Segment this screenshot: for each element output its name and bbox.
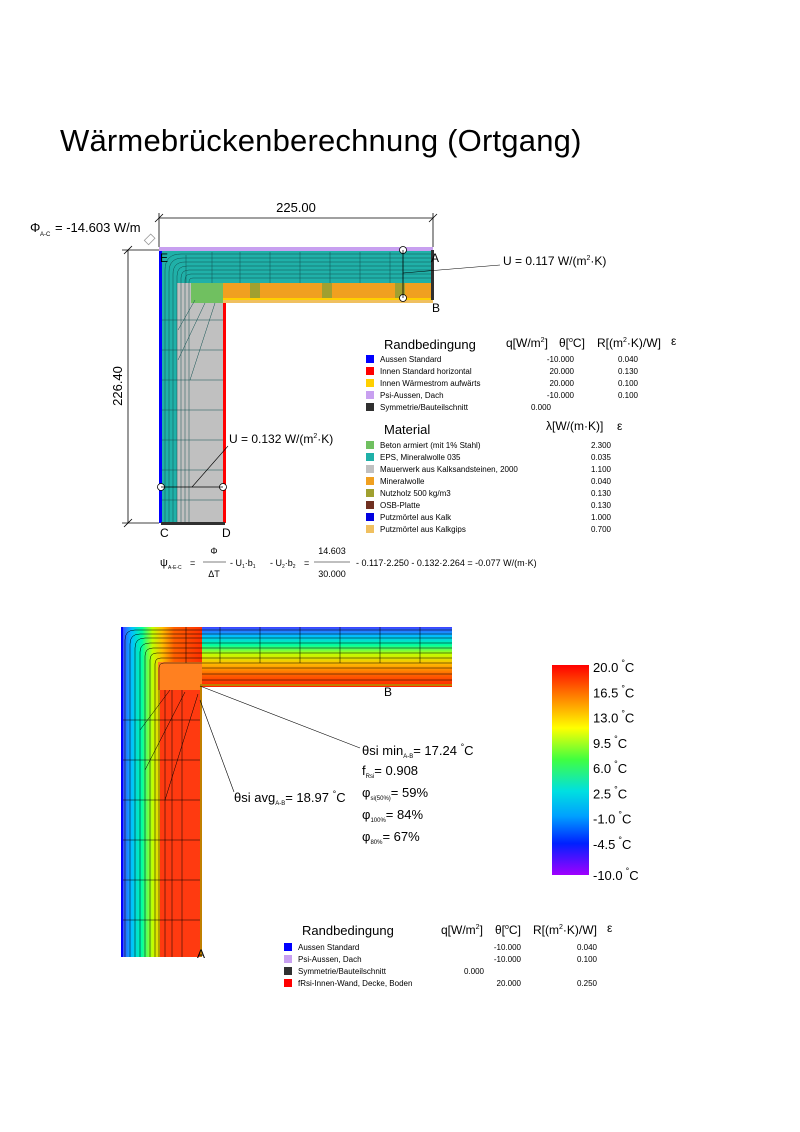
top-bc-r: 0.130 <box>617 367 638 376</box>
phi-50-label: $\varphi_{si(50\%)}= 59\%$ <box>362 785 429 802</box>
formula-eq-2: = <box>304 558 310 568</box>
material-lambda: 0.130 <box>590 489 611 498</box>
psi-subscript: A-E-C <box>168 565 182 571</box>
top-bc-swatch <box>366 391 374 399</box>
point-label-e: E <box>160 251 169 265</box>
theta-avg-label: θsi avg$_{A-B}$= 18.97 °C <box>234 789 346 807</box>
legend-heading: Randbedingung <box>384 337 476 352</box>
top-bc-swatch <box>366 355 374 363</box>
material-swatch <box>366 501 374 509</box>
top-bc-r: 0.100 <box>617 379 638 388</box>
bottom-legend-col-r: $R[(m^2\cdot K)/W]$ <box>533 923 597 937</box>
top-bc-swatch <box>366 379 374 387</box>
material-label: EPS, Mineralwolle 035 <box>380 453 461 462</box>
formula-denominator-2: 30.000 <box>318 569 346 579</box>
phi-80-label: $\varphi_{80\%}= 67\%$ <box>362 829 420 846</box>
top-bc-label: Innen Wärmestrom aufwärts <box>380 379 481 388</box>
height-dimension: 226.40 <box>110 366 125 406</box>
top-bc-label: Psi-Aussen, Dach <box>380 391 444 400</box>
top-bc-swatch <box>366 403 374 411</box>
material-lambda: 0.040 <box>590 477 611 486</box>
u-roof-label: U = 0.117 $W/(m^2\cdot K)$ <box>503 254 607 268</box>
material-label: Putzmörtel aus Kalkgips <box>380 525 466 534</box>
top-bc-theta: -10.000 <box>546 391 574 400</box>
legend-col-q: $q[W/m^2]$ <box>506 336 548 350</box>
top-bc-r: 0.040 <box>617 355 638 364</box>
scale-label: 20.0 °C <box>593 658 635 675</box>
bottom-legend-col-eps: ε <box>607 921 613 935</box>
theta-min-leader <box>200 686 360 748</box>
psi-formula <box>160 546 537 579</box>
bottom-bc-label: Psi-Aussen, Dach <box>298 955 362 964</box>
outer-boundary-roof <box>159 247 433 251</box>
outer-boundary-wall <box>159 250 162 523</box>
bottom-bc-label: Aussen Standard <box>298 943 360 952</box>
legend-col-theta: θ[$^o$C] <box>559 336 585 350</box>
material-label: Putzmörtel aus Kalk <box>380 513 452 522</box>
formula-numerator-2: 14.603 <box>318 546 346 556</box>
top-bc-theta: 20.000 <box>549 379 574 388</box>
material-lambda: 0.035 <box>590 453 611 462</box>
material-label: Nutzholz 500 kg/m3 <box>380 489 451 498</box>
scale-label: 13.0 °C <box>593 708 635 726</box>
top-bc-theta: 20.000 <box>549 367 574 376</box>
bottom-legend-heading: Randbedingung <box>302 923 394 938</box>
theta-min-label: θsi $\min_{A-B}= 17.24$ °C <box>362 742 474 760</box>
bottom-bc-theta: -10.000 <box>493 943 521 952</box>
phi-100-label: $\varphi_{100\%}= 84\%$ <box>362 807 424 824</box>
material-label: Beton armiert (mit 1% Stahl) <box>380 441 481 450</box>
bottom-bc-theta: -10.000 <box>493 955 521 964</box>
bottom-bc-theta: 20.000 <box>496 979 521 988</box>
field-outer-boundary <box>121 627 123 957</box>
top-bc-swatch <box>366 367 374 375</box>
point-label-a: A <box>431 251 440 265</box>
scale-label: -1.0 °C <box>593 809 632 827</box>
theta-avg-leader <box>200 700 234 792</box>
bottom-bc-label: Symmetrie/Bauteilschnitt <box>298 967 387 976</box>
bottom-bc-swatch <box>284 943 292 951</box>
material-lambda: 0.130 <box>590 501 611 510</box>
material-swatch <box>366 441 374 449</box>
material-swatch <box>366 477 374 485</box>
field-inner-roof-boundary <box>200 684 452 686</box>
legend-col-r: $R[(m^2\cdot K)/W]$ <box>597 336 661 350</box>
legend-col-eps: ε <box>671 334 677 348</box>
symmetry-cut-wall <box>161 522 225 525</box>
bottom-bc-r: 0.250 <box>576 979 597 988</box>
formula-term-2: - $U_2\cdot b_2$ <box>270 558 296 570</box>
point-label-b: B <box>432 301 441 315</box>
material-swatch <box>366 513 374 521</box>
top-legend <box>366 334 677 534</box>
material-lambda: 0.700 <box>590 525 611 534</box>
scale-label: 16.5 °C <box>593 683 635 701</box>
top-bc-label: Aussen Standard <box>380 355 442 364</box>
bottom-bc-swatch <box>284 979 292 987</box>
material-lambda: 1.100 <box>590 465 611 474</box>
bottom-bc-q: 0.000 <box>463 967 484 976</box>
scale-label: -10.0 °C <box>593 866 639 883</box>
frsi-label: $f_{Rsi}= 0.908$ <box>362 763 419 780</box>
point-label-c: C <box>160 526 169 540</box>
point-label-a-bottom: A <box>197 947 206 961</box>
formula-term-1: - $U_1\cdot b_1$ <box>230 558 256 570</box>
scale-label: 6.0 °C <box>593 759 628 776</box>
scale-label: -4.5 °C <box>593 834 632 852</box>
scale-label: 9.5 °C <box>593 733 628 751</box>
width-dimension: 225.00 <box>276 200 316 215</box>
bottom-bc-r: 0.100 <box>576 955 597 964</box>
bottom-legend-col-q: $q[W/m^2]$ <box>441 923 483 937</box>
top-bc-theta: -10.000 <box>546 355 574 364</box>
bottom-legend-col-theta: θ[$^o$C] <box>495 923 521 937</box>
field-inner-wall-boundary <box>200 686 202 957</box>
phi-symbol: Φ <box>30 220 41 235</box>
material-lambda: 1.000 <box>590 513 611 522</box>
scale-labels <box>593 658 639 883</box>
top-bc-r: 0.100 <box>617 391 638 400</box>
phi-marker-icon <box>144 234 155 245</box>
top-bc-label: Innen Standard horizontal <box>380 367 472 376</box>
corner-field <box>158 662 202 690</box>
material-label: OSB-Platte <box>380 501 421 510</box>
bottom-bc-r: 0.040 <box>576 943 597 952</box>
rafter <box>322 283 332 300</box>
material-col-eps: ε <box>617 419 623 433</box>
point-label-d: D <box>222 526 231 540</box>
material-lambda: 2.300 <box>590 441 611 450</box>
scale-label: 2.5 °C <box>593 784 628 802</box>
material-swatch <box>366 453 374 461</box>
material-label: Mauerwerk aus Kalksandsteinen, 2000 <box>380 465 518 474</box>
material-swatch <box>366 465 374 473</box>
bottom-bc-swatch <box>284 955 292 963</box>
top-bc-q: 0.000 <box>530 403 551 412</box>
top-bc-label: Symmetrie/Bauteilschnitt <box>380 403 469 412</box>
concrete-region <box>191 283 223 303</box>
formula-denominator-1: ΔT <box>208 569 220 579</box>
bottom-legend <box>284 921 613 988</box>
formula-result: - 0.117·2.250 - 0.132·2.264 = -0.077 W/(m·K) <box>356 558 537 568</box>
bottom-bc-label: fRsi-Innen-Wand, Decke, Boden <box>298 979 413 988</box>
material-swatch <box>366 525 374 533</box>
wall-interior-field <box>160 663 202 957</box>
phi-value: = -14.603 W/m <box>55 220 141 235</box>
material-swatch <box>366 489 374 497</box>
material-heading: Material <box>384 422 431 437</box>
rafter <box>250 283 260 300</box>
temperature-color-scale <box>552 665 589 875</box>
psi-symbol: ψ <box>160 557 168 569</box>
formula-eq: = <box>190 558 196 568</box>
material-col-lambda: λ[W/(m·K)] <box>546 419 604 433</box>
material-label: Mineralwolle <box>380 477 425 486</box>
formula-numerator-1: Φ <box>210 546 218 556</box>
point-label-b-bottom: B <box>384 685 393 699</box>
page-title: Wärmebrückenberechnung (Ortgang) <box>60 123 582 158</box>
bottom-bc-swatch <box>284 967 292 975</box>
phi-subscript: A-C <box>40 232 51 238</box>
u-wall-label: U = 0.132 $W/(m^2\cdot K)$ <box>229 432 334 446</box>
